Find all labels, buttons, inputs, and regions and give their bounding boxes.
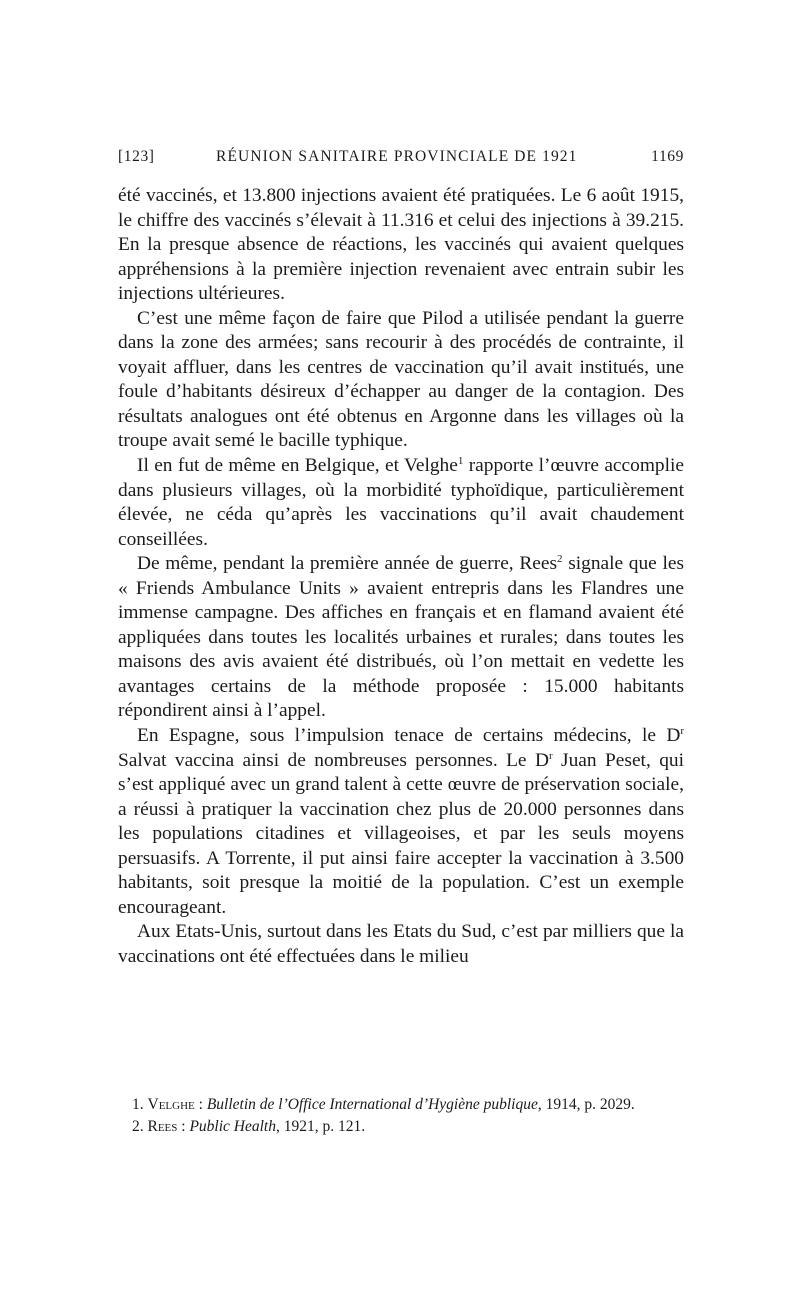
header-left-marker: [123]: [118, 148, 155, 165]
footnote-2-title: Public Health: [189, 1117, 276, 1135]
superscript-r-1: r: [680, 725, 684, 738]
paragraph-5-text-a: En Espagne, sous l’impulsion tenace de certains médecins, le D: [137, 725, 681, 747]
page-number: 1169: [651, 148, 684, 165]
paragraph-5-text-c: Juan Peset, qui s’est appliqué avec un grand talent à cette œuvre de préservation sociale, a réussi à pratiquer la vaccination chez plus de 20.000 personnes dans les populations citadines et villageoises, et par les seuls moyens persuasifs. A Torrente, il put ainsi faire accepter la vaccination à 3.500 habitants, soit presque la moitié de la population. C’est un exemple encourageant.: [118, 749, 684, 918]
paragraph-4: [118, 552, 684, 724]
paragraph-6: Aux Etats-Unis, surtout dans les Etats du Sud, c’est par milliers que la vaccinations ont été effectuées dans le milieu: [118, 921, 684, 967]
footnote-1-author: Velghe: [147, 1096, 195, 1113]
running-header: [118, 148, 684, 172]
footnote-1-number: 1.: [132, 1096, 144, 1113]
footnote-2-number: 2.: [132, 1117, 144, 1135]
paragraph-1: été vaccinés, et 13.800 injections avaient été pratiquées. Le 6 août 1915, le chiffre des vaccinés s’élevait à 11.316 et celui des injections à 39.215. En la presque absence de réactions, les vaccinés qui avaient quelques appréhensions à la première injection revenaient avec entrain subir les injections ultérieures.: [118, 185, 684, 305]
body-text: [118, 184, 684, 970]
paragraph-5-text-b: Salvat vaccina ainsi de nombreuses personnes. Le D: [118, 749, 549, 771]
header-title: RÉUNION SANITAIRE PROVINCIALE DE 1921: [216, 148, 578, 165]
footnote-2-author: Rees: [147, 1117, 178, 1135]
paragraph-3: [118, 454, 684, 552]
paragraph-3-text-a: Il en fut de même en Belgique, et Velghe: [137, 455, 458, 477]
superscript-r-2: r: [548, 749, 553, 762]
footnote-2-details: , 1921, p. 121.: [276, 1117, 366, 1135]
footnote-ref-1: 1: [457, 455, 464, 468]
footnote-2-separator: :: [177, 1117, 190, 1135]
footnote-1-title: Bulletin de l’Office International d’Hygiène publique: [206, 1096, 538, 1113]
footnote-1-details: , 1914, p. 2029.: [537, 1096, 635, 1113]
footnote-1: [118, 1094, 684, 1116]
footnote-2: [118, 1116, 684, 1138]
footnote-ref-2: 2: [557, 553, 563, 566]
paragraph-5: [118, 724, 684, 920]
footnotes: [118, 1094, 684, 1137]
paragraph-3-text-b: rapporte l’œuvre accomplie dans plusieurs villages, où la morbidité typhoïdique, particulièrement élevée, ne céda qu’après les vaccinations qu’il avait chaudement conseillées.: [118, 455, 685, 550]
footnote-1-separator: :: [194, 1096, 207, 1113]
paragraph-2: C’est une même façon de faire que Pilod a utilisée pendant la guerre dans la zone des armées; sans recourir à des procédés de contrainte, il voyait affluer, dans les centres de vaccination qu’il avait institués, une foule d’habitants désireux d’échapper au danger de la contagion. Des résultats analogues ont été obtenus en Argonne dans les villages où la troupe avait semé le bacille typhique.: [118, 307, 684, 452]
paragraph-4-text-a: De même, pendant la première année de guerre, Rees: [137, 553, 558, 575]
paragraph-4-text-b: signale que les « Friends Ambulance Units » avaient entrepris dans les Flandres une immense campagne. Des affiches en français et en flamand avaient été appliquées dans toutes les localités urbaines et rurales; dans toutes les maisons des avis avaient été distribués, où l’on mettait en vedette les avantages certains de la méthode proposée : 15.000 habitants répondirent ainsi à l’appel.: [118, 553, 684, 722]
